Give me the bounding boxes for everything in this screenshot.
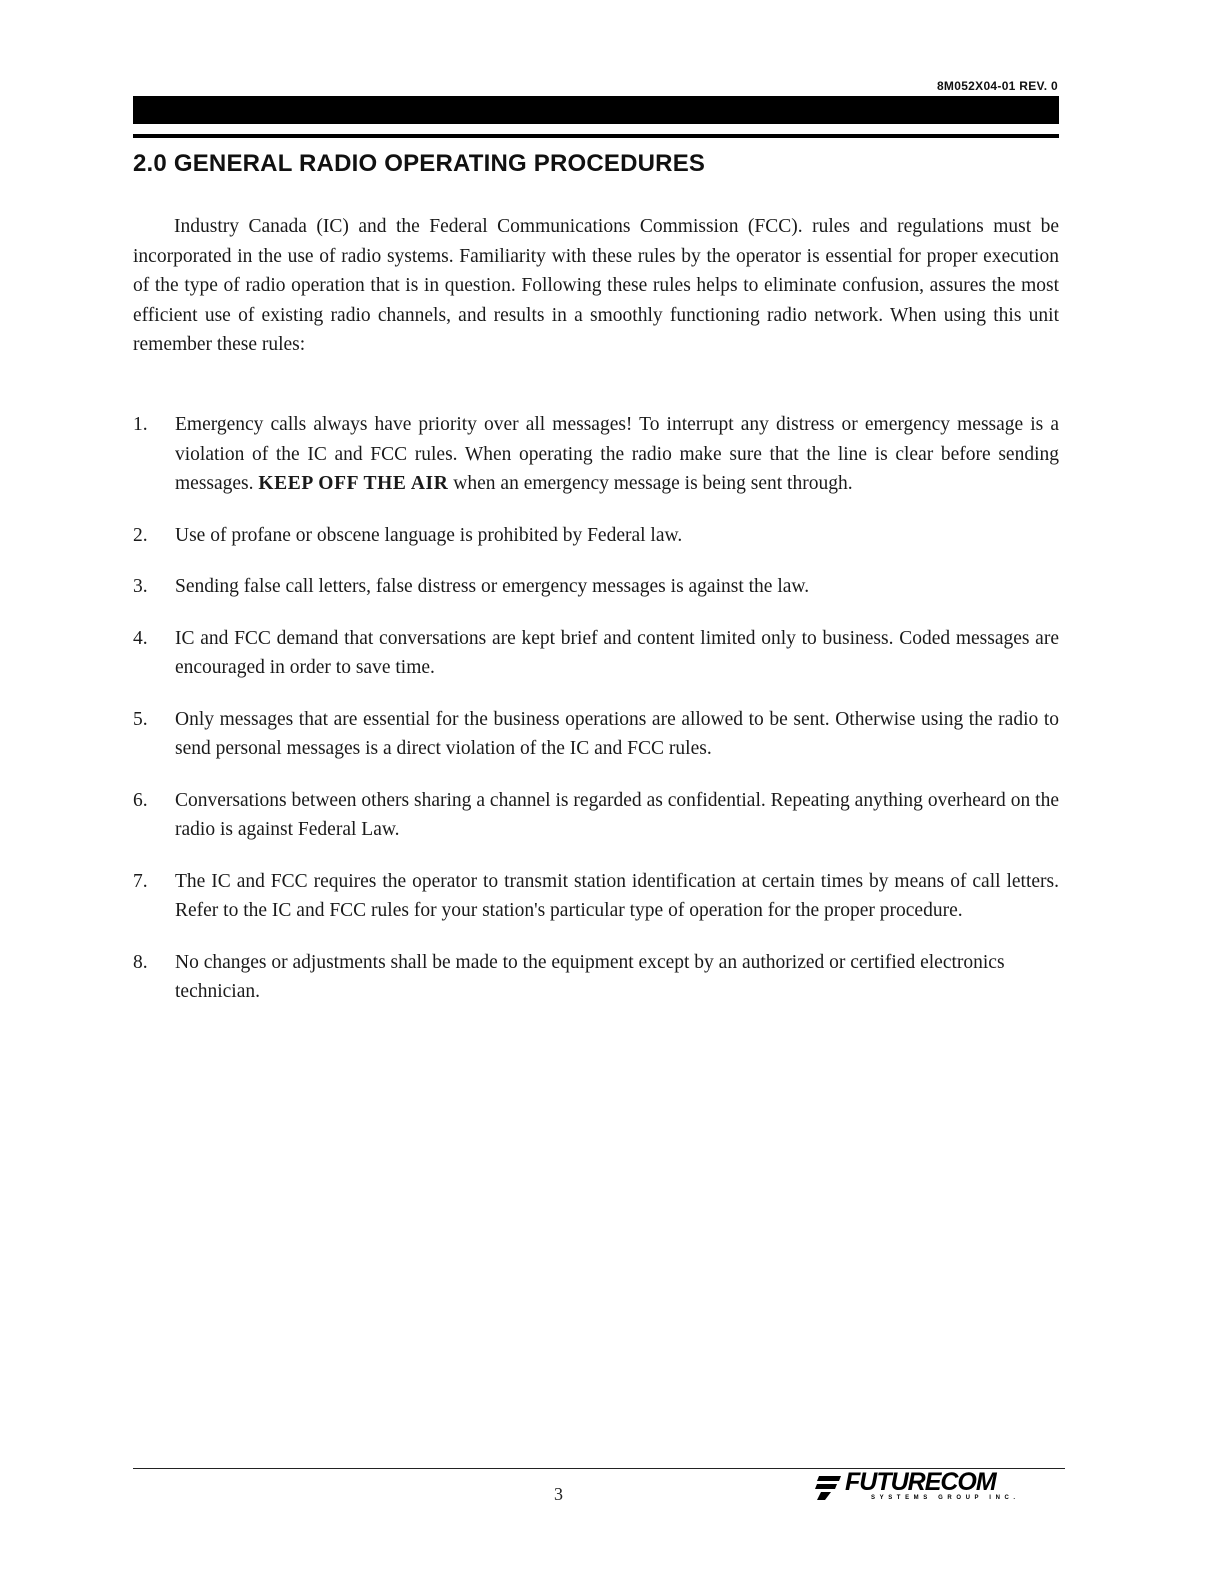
rule-text: No changes or adjustments shall be made to the equipment except by an authorized or certified electronics technician. xyxy=(175,951,1005,1002)
rule-text xyxy=(175,410,1059,499)
rule-text: Sending false call letters, false distress or emergency messages is against the law. xyxy=(175,576,810,597)
section-title: 2.0 GENERAL RADIO OPERATING PROCEDURES xyxy=(133,150,706,177)
rule-item-6 xyxy=(133,786,1059,845)
futurecom-logo xyxy=(815,1470,1051,1504)
rule-text-part: when an emergency message is being sent through. xyxy=(448,473,853,494)
rule-number: 4. xyxy=(133,627,148,649)
rule-item-1 xyxy=(133,410,1059,499)
logo-tagline: SYSTEMS GROUP INC. xyxy=(871,1495,1020,1501)
rule-text: Only messages that are essential for the business operations are allowed to be sent. Otherwise using the radio to send personal messages is a direct violation of the IC and FCC rules. xyxy=(175,708,1059,759)
logo-mark-icon xyxy=(815,1474,841,1500)
rule-text-part: Emergency calls always have priority over all messages! To interrupt any distress or emergency message is a violation of the IC and FCC rules. When operating the radio make sure that the line is clear before sending messages. xyxy=(175,414,1059,494)
header-bar xyxy=(133,96,1059,124)
rule-text: Use of profane or obscene language is prohibited by Federal law. xyxy=(175,524,683,546)
rule-item-7 xyxy=(133,867,1059,926)
rule-text: The IC and FCC requires the operator to transmit station identification at certain times by means of call letters. Refer to the IC and FCC rules for your station's particular type of operation for the proper procedure. xyxy=(175,870,1059,921)
page-number: 3 xyxy=(554,1484,563,1504)
rule-number: 6. xyxy=(133,789,148,811)
rule-number: 5. xyxy=(133,708,148,730)
rule-item-2 xyxy=(133,521,1059,551)
rule-item-3 xyxy=(133,572,1059,602)
rule-number: 8. xyxy=(133,951,148,973)
header-rule xyxy=(133,134,1059,138)
rule-number: 1. xyxy=(133,414,148,435)
rule-text: Conversations between others sharing a channel is regarded as confidential. Repeating anything overheard on the radio is against Federal Law. xyxy=(175,789,1059,840)
rule-text: IC and FCC demand that conversations are kept brief and content limited only to business. Coded messages are encouraged in order to save time. xyxy=(175,627,1059,678)
rule-number: 2. xyxy=(133,524,148,546)
document-number: 8M052X04-01 REV. 0 xyxy=(936,79,1058,93)
logo-wordmark: FUTURECOM xyxy=(845,1468,996,1496)
rule-number: 3. xyxy=(133,576,148,597)
rule-item-8 xyxy=(133,948,1059,1007)
rule-number: 7. xyxy=(133,870,148,892)
rule-item-5 xyxy=(133,705,1059,764)
rules-list xyxy=(133,410,1059,1029)
intro-paragraph: Industry Canada (IC) and the Federal Communications Commission (FCC). rules and regulations must be incorporated in the use of radio systems. Familiarity with these rules by the operator is essential for proper execution of the type of radio operation that is in question. Following these rules helps to eliminate confusion, assures the most efficient use of existing radio channels, and results in a smoothly functioning radio network. When using this unit remember these rules: xyxy=(133,216,1059,355)
rule-emphasis: KEEP OFF THE AIR xyxy=(258,473,449,494)
rule-item-4 xyxy=(133,624,1059,683)
